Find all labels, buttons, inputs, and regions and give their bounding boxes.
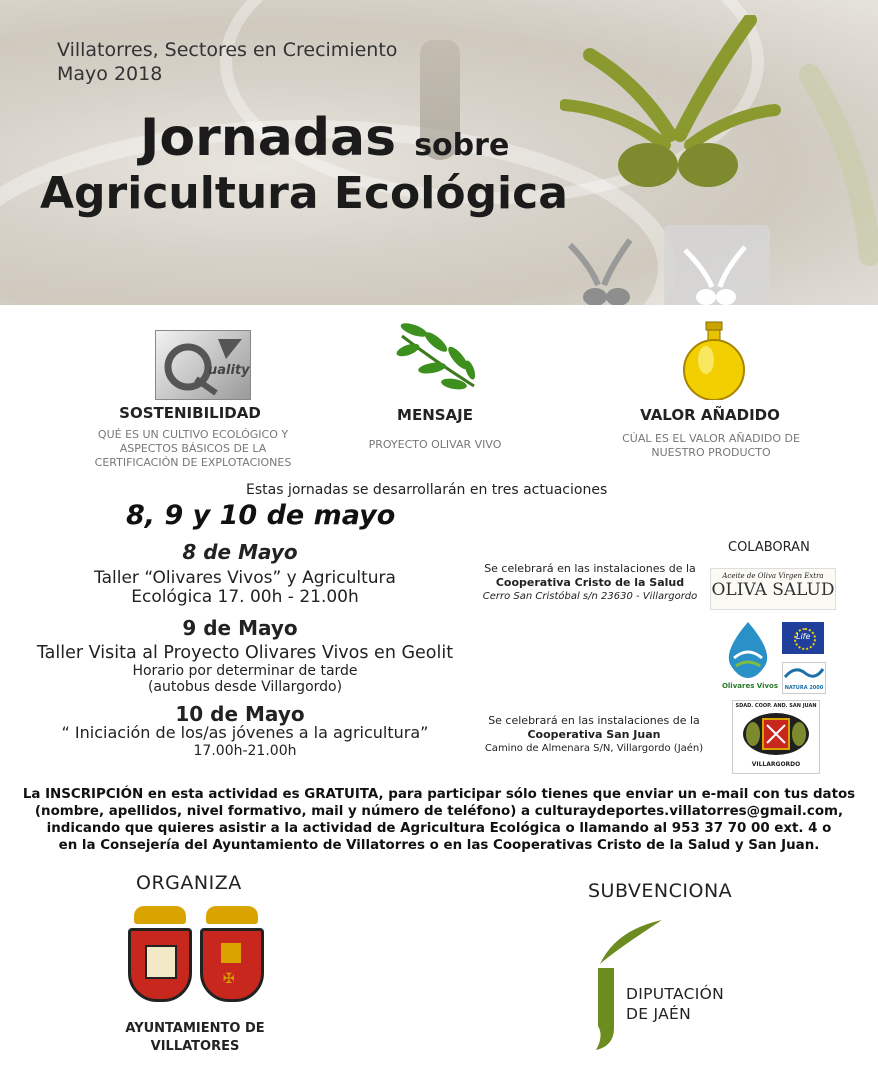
day3-venue-address: Camino de Almenara S/N, Villargordo (Jaén) xyxy=(484,743,704,754)
oliva-salud-logo xyxy=(710,568,836,610)
crest-right xyxy=(200,906,264,1006)
organiza-name-line2: VILLATORES xyxy=(150,1039,240,1054)
day1-talk xyxy=(40,569,450,607)
day3-venue xyxy=(474,714,714,756)
olive-sprig-icon xyxy=(396,322,478,392)
crest-inner-icon xyxy=(145,945,177,979)
olivares-vivos-logo-icon xyxy=(722,620,774,680)
coop-emblem-icon xyxy=(741,711,811,757)
edition-line2: Mayo 2018 xyxy=(57,63,163,85)
natura-2000-logo xyxy=(782,662,826,694)
feature-desc-valor: CÚAL ES EL VALOR AÑADIDO DE NUESTRO PRODUCTO xyxy=(622,432,800,459)
day3-heading: 10 de Mayo xyxy=(175,702,305,726)
olive-branch-graphic xyxy=(560,15,878,305)
shield-icon xyxy=(200,928,264,1002)
organiza-name xyxy=(100,1020,290,1056)
oliva-salud-subtitle: Aceite de Oliva Virgen Extra xyxy=(722,572,824,580)
day3-venue-intro: Se celebrará en las instalaciones de la xyxy=(488,714,700,727)
organiza-name-line1: AYUNTAMIENTO DE xyxy=(125,1021,265,1036)
day2-line1: Taller Visita al Proyecto Olivares Vivos en Geolit xyxy=(36,643,454,663)
day3-line1: “ Iniciación de los/as jóvenes a la agricultura” xyxy=(61,723,429,742)
diputacion-name xyxy=(626,984,724,1024)
life-text: Life xyxy=(796,632,811,641)
cross-icon: ✠ xyxy=(223,971,235,987)
day2-heading: 9 de Mayo xyxy=(182,616,298,640)
inscription-info xyxy=(8,786,870,854)
day1-venue-intro: Se celebrará en las instalaciones de la xyxy=(484,562,696,575)
edition-info xyxy=(57,38,397,86)
crown-icon xyxy=(134,906,186,924)
shield-icon xyxy=(128,928,192,1002)
title-jornadas: Jornadas xyxy=(140,108,397,168)
feature-desc-mensaje: PROYECTO OLIVAR VIVO xyxy=(368,438,502,451)
inscription-line3: indicando que quieres asistir a la actividad de Agricultura Ecológica o llamando al 953 37 70 00 ext. 4 o xyxy=(46,821,832,836)
day1-line2: Ecológica 17. 00h - 21.00h xyxy=(131,587,359,607)
day3-line2: 17.00h-21.00h xyxy=(193,743,297,759)
feature-title-valor: VALOR AÑADIDO xyxy=(640,406,780,424)
coop-san-juan-logo xyxy=(732,700,820,774)
organiza-label: ORGANIZA xyxy=(136,872,242,894)
quality-logo xyxy=(155,330,251,400)
day1-venue-address: Cerro San Cristóbal s/n 23630 - Villargordo xyxy=(482,591,698,602)
crown-icon xyxy=(206,906,258,924)
day3-venue-name: Cooperativa San Juan xyxy=(527,728,661,741)
coop-town-text: VILLARGORDO xyxy=(751,761,801,768)
feature-desc-sostenibilidad: QUÉ ES UN CULTIVO ECOLÓGICO Y ASPECTOS BÁSICOS DE LA CERTIFICACIÓN DE EXPLOTACIONES xyxy=(94,428,292,469)
day1-venue xyxy=(470,562,710,604)
quality-logo-text: uality xyxy=(208,363,250,378)
page-title-line1 xyxy=(140,108,509,168)
eu-flag xyxy=(782,622,824,654)
diputacion-line2: DE JAÉN xyxy=(626,1005,692,1023)
feature-title-mensaje: MENSAJE xyxy=(397,406,473,424)
day2-talk xyxy=(10,644,480,695)
oliva-salud-name: OLIVA SALUD xyxy=(711,580,835,600)
schedule-dates: 8, 9 y 10 de mayo xyxy=(126,500,396,531)
day2-line2: Horario por determinar de tarde xyxy=(132,663,358,679)
day1-line1: Taller “Olivares Vivos” y Agricultura xyxy=(94,568,396,588)
collaborators-label: COLABORAN xyxy=(728,540,810,555)
natura-text: NATURA 2000 xyxy=(784,685,824,691)
olivares-vivos-text: Olivares Vivos xyxy=(721,682,779,690)
day3-talk xyxy=(20,724,470,760)
inscription-line2: (nombre, apellidos, nivel formativo, mail y número de teléfono) a culturaydeportes.villatorres@gmail.com, xyxy=(34,804,844,819)
natura-wave-icon xyxy=(783,663,825,681)
edition-line1: Villatorres, Sectores en Crecimiento xyxy=(57,39,398,61)
day2-line3: (autobus desde Villargordo) xyxy=(147,679,343,695)
page-title-line2: Agricultura Ecológica xyxy=(40,168,568,219)
day1-venue-name: Cooperativa Cristo de la Salud xyxy=(495,576,685,589)
coop-arc-text: SDAD. COOP. AND. SAN JUAN xyxy=(735,703,817,709)
day1-heading: 8 de Mayo xyxy=(182,540,298,564)
title-sobre: sobre xyxy=(414,128,510,163)
oil-bottle-icon xyxy=(680,320,748,400)
schedule-intro: Estas jornadas se desarrollarán en tres actuaciones xyxy=(246,482,608,498)
inscription-line1: La INSCRIPCIÓN en esta actividad es GRATUITA, para participar sólo tienes que enviar un e-mail con tus datos xyxy=(22,787,856,802)
subvenciona-label: SUBVENCIONA xyxy=(588,880,733,902)
diputacion-line1: DIPUTACIÓN xyxy=(626,985,724,1003)
inscription-line4: en la Consejería del Ayuntamiento de Villatorres o en las Cooperativas Cristo de la Salud y San Juan. xyxy=(58,838,820,853)
feature-title-sostenibilidad: SOSTENIBILIDAD xyxy=(119,404,261,422)
castle-icon xyxy=(221,943,241,963)
crest-left xyxy=(128,906,192,1006)
